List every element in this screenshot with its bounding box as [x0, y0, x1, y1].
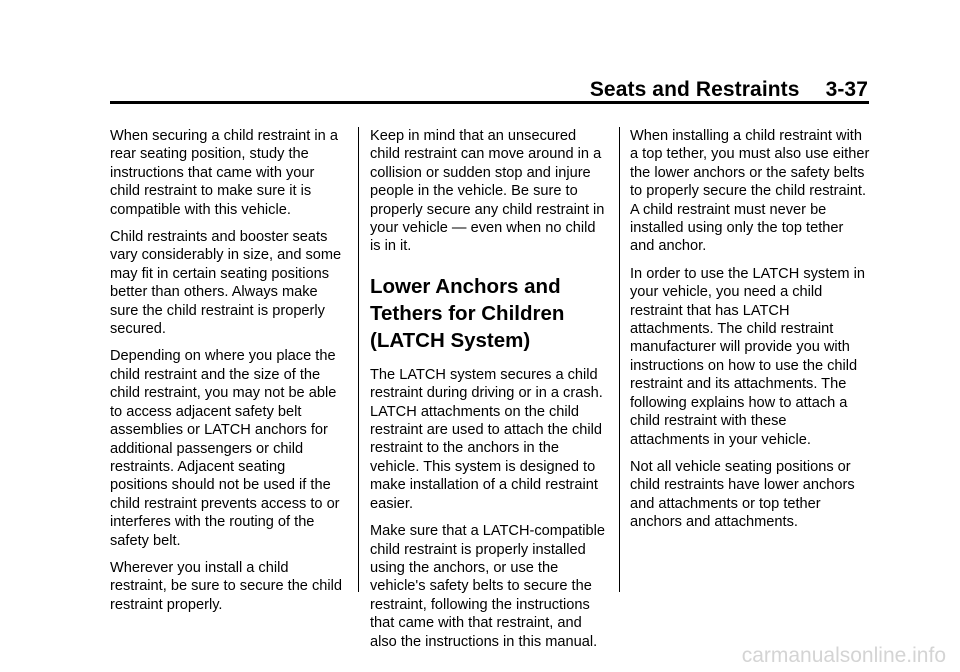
paragraph: When securing a child restraint in a rear seating position, study the instructions that came with your child restraint to make sure it is compatible with this vehicle.: [110, 128, 338, 218]
paragraph: Not all vehicle seating positions or child restraints have lower anchors and attachments or top tether anchors and attachments.: [630, 458, 855, 531]
watermark: carmanualsonline.info: [741, 644, 946, 667]
column-2: [370, 127, 608, 660]
paragraph: Child restraints and booster seats vary considerably in size, and some may fit in certain seating positions better than others. Always make sure the child restraint is properly secured.: [110, 229, 342, 338]
page-number: 3-37: [825, 78, 868, 101]
paragraph: Wherever you install a child restraint, be sure to secure the child restraint properly.: [110, 559, 342, 613]
section-heading: Lower Anchors and Tethers for Children (LATCH System): [370, 274, 565, 352]
column-3: [630, 127, 870, 541]
paragraph: When installing a child restraint with a top tether, you must also use either the lower anchors or the safety belts to properly secure the child restraint. A child restraint must never be installed using only the top tether and anchor.: [630, 128, 870, 255]
column-divider-1: [358, 127, 359, 592]
paragraph: Depending on where you place the child restraint and the size of the child restraint, you may not be able to access adjacent safety belt assemblies or LATCH anchors for additional passengers or child restraints. Adjacent seating positions should not be used if the child restraint prevents access to or interferes with the routing of the safety belt.: [110, 348, 340, 549]
paragraph: In order to use the LATCH system in your vehicle, you need a child restraint that has LATCH attachments. The child restraint manufacturer will provide you with instructions on how to use the child restraint and its attachments. The following explains how to attach a child restraint with these attachments in your vehicle.: [630, 265, 865, 448]
running-header: [590, 78, 868, 102]
paragraph: Make sure that a LATCH-compatible child restraint is properly installed using the anchors, or use the vehicle's safety belts to secure the restraint, following the instructions that came with that restraint, and also the instructions in this manual.: [370, 523, 605, 650]
section-title: Seats and Restraints: [589, 78, 800, 101]
column-divider-2: [619, 127, 620, 592]
paragraph: Keep in mind that an unsecured child restraint can move around in a collision or sudden stop and injure people in the vehicle. Be sure to properly secure any child restraint in your vehicle — even when no child is in it.: [370, 128, 605, 255]
header-rule: [110, 101, 869, 104]
column-1: [110, 127, 346, 623]
paragraph: The LATCH system secures a child restraint during driving or in a crash. LATCH attachments on the child restraint are used to attach the child restraint to the anchors in the vehicle. This system is designed to make installation of a child restraint easier.: [370, 366, 603, 512]
